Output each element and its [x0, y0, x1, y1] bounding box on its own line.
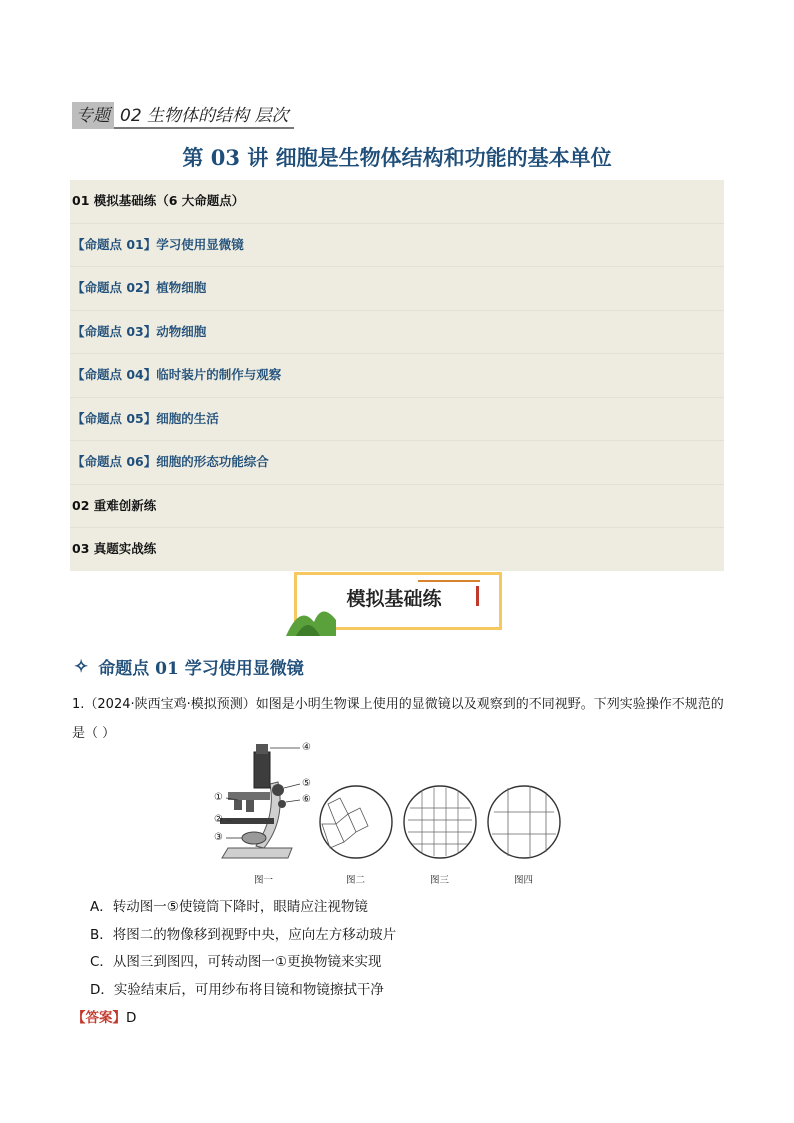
option-c[interactable]: C．从图三到图四，可转动图一①更换物镜来实现 — [90, 954, 382, 970]
option-b[interactable]: B．将图二的物像移到视野中央，应向左方移动玻片 — [90, 926, 397, 943]
sparkle-icon: ✧ — [74, 656, 89, 677]
section-banner — [286, 572, 504, 636]
answer-tag: 【答案】 — [72, 1010, 126, 1026]
toc-row[interactable]: 01 模拟基础练（6 大命题点） — [70, 180, 724, 224]
microscope-icon — [220, 744, 300, 858]
option-d[interactable]: D．实验结束后，可用纱布将目镜和物镜擦拭干净 — [90, 981, 384, 998]
marker-5: ⑤ — [302, 778, 311, 789]
marker-1: ① — [214, 792, 223, 803]
microscope-figure — [208, 742, 568, 888]
toc-row[interactable]: 【命题点 04】临时装片的制作与观察 — [70, 354, 724, 398]
figure-caption: 图三 — [430, 875, 450, 886]
answer-value: D — [126, 1010, 137, 1026]
marker-3: ③ — [214, 832, 223, 843]
marker-4: ④ — [302, 742, 311, 753]
question-stem: 1.（2024·陕西宝鸡·模拟预测）如图是小明生物课上使用的显微镜以及观察到的不同视野。下列实验操作不规范的是（ ） — [72, 697, 724, 741]
marker-2: ② — [214, 814, 223, 825]
toc-row[interactable]: 【命题点 03】动物细胞 — [70, 311, 724, 355]
option-a[interactable]: A．转动图一⑤使镜筒下降时，眼睛应注视物镜 — [90, 899, 368, 915]
series-header — [72, 102, 294, 129]
figure-caption: 图二 — [346, 875, 366, 886]
field-view-4-icon — [488, 786, 560, 858]
toc-row[interactable]: 【命题点 02】植物细胞 — [70, 267, 724, 311]
field-view-3-icon — [404, 786, 476, 858]
topic-heading-text: 命题点 01 学习使用显微镜 — [98, 659, 304, 679]
banner-label: 模拟基础练 — [346, 588, 442, 610]
table-of-contents — [70, 180, 724, 571]
answer-line — [72, 1006, 136, 1026]
toc-row[interactable]: 【命题点 05】细胞的生活 — [70, 398, 724, 442]
banner-decoration-line — [418, 580, 480, 582]
figure-caption: 图四 — [514, 875, 534, 886]
series-title: 02 生物体的结构 层次 — [114, 102, 294, 129]
lecture-title: 第 03 讲 细胞是生物体结构和功能的基本单位 — [182, 145, 612, 170]
marker-6: ⑥ — [302, 794, 311, 805]
toc-row[interactable]: 03 真题实战练 — [72, 541, 157, 556]
toc-row[interactable]: 02 重难创新练 — [70, 485, 724, 529]
series-tag: 专题 — [72, 102, 114, 129]
figure-caption: 图一 — [254, 875, 274, 886]
topic-heading — [74, 654, 304, 679]
answer-options — [90, 894, 396, 1004]
microscope-figure-drawing — [208, 742, 568, 870]
toc-row[interactable]: 【命题点 06】细胞的形态功能综合 — [70, 441, 724, 485]
toc-row[interactable]: 【命题点 01】学习使用显微镜 — [70, 224, 724, 268]
field-view-2-icon — [320, 786, 392, 858]
